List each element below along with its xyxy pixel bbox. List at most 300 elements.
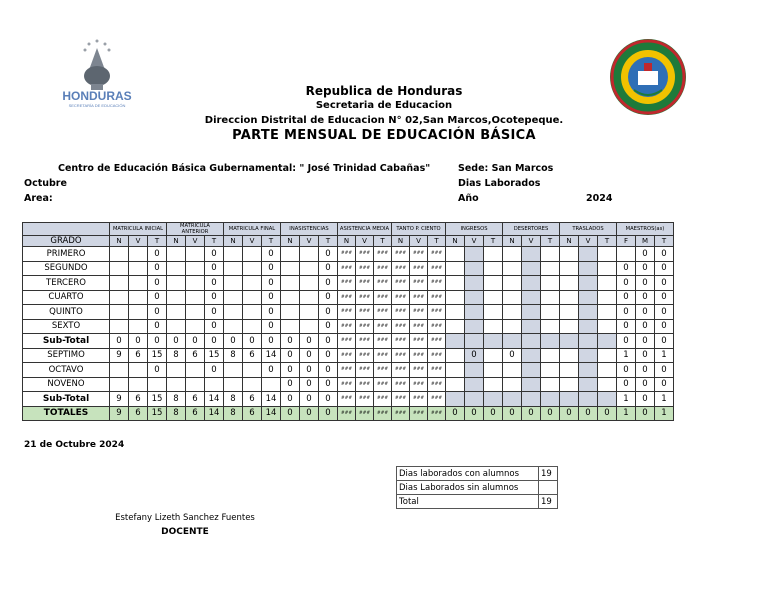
table-cell (224, 247, 243, 262)
table-cell: ### (356, 319, 374, 334)
table-cell (224, 305, 243, 320)
table-cell: 0 (300, 348, 319, 363)
table-cell (110, 247, 129, 262)
table-cell: ### (374, 377, 392, 392)
table-cell (484, 348, 503, 363)
table-cell (300, 290, 319, 305)
table-cell: ### (374, 319, 392, 334)
table-cell (167, 276, 186, 291)
table-cell: 6 (186, 392, 205, 407)
table-cell (522, 392, 541, 407)
table-cell: 0 (655, 276, 674, 291)
table-cell (560, 276, 579, 291)
table-cell (465, 305, 484, 320)
table-cell: ### (410, 392, 428, 407)
table-cell: ### (338, 363, 356, 378)
table-cell (560, 363, 579, 378)
table-cell (446, 334, 465, 349)
table-cell (579, 261, 598, 276)
table-cell: 0 (148, 276, 167, 291)
table-cell: 0 (636, 377, 655, 392)
table-cell (522, 334, 541, 349)
table-cell: ### (428, 348, 446, 363)
sub-column-header: N (560, 236, 579, 247)
table-cell (300, 261, 319, 276)
table-cell: 0 (262, 261, 281, 276)
table-cell: 0 (617, 276, 636, 291)
table-cell: 0 (617, 290, 636, 305)
table-cell (522, 305, 541, 320)
sub-column-header: T (148, 236, 167, 247)
table-cell (129, 261, 148, 276)
table-cell (281, 305, 300, 320)
table-cell (579, 305, 598, 320)
table-cell: 0 (281, 363, 300, 378)
table-cell: ### (338, 276, 356, 291)
table-cell: 0 (319, 247, 338, 262)
table-cell: ### (428, 392, 446, 407)
table-cell (465, 290, 484, 305)
table-cell (560, 305, 579, 320)
sub-column-header: T (262, 236, 281, 247)
table-cell (243, 247, 262, 262)
sub-column-header: N (392, 236, 410, 247)
table-cell: 0 (636, 392, 655, 407)
grade-label: TOTALES (23, 406, 110, 421)
district-direction: Direccion Distrital de Educacion N° 02,San Marcos,Ocotepeque. (204, 115, 564, 126)
table-cell (110, 261, 129, 276)
table-row (23, 319, 674, 334)
table-cell: ### (338, 261, 356, 276)
group-header: MAESTROS(as) (617, 223, 674, 236)
table-cell: 0 (636, 276, 655, 291)
table-cell (484, 363, 503, 378)
table-cell (541, 377, 560, 392)
table-cell (224, 377, 243, 392)
table-cell (541, 261, 560, 276)
table-cell (560, 348, 579, 363)
table-cell (503, 305, 522, 320)
table-cell: 0 (262, 334, 281, 349)
table-cell (224, 261, 243, 276)
table-cell (446, 348, 465, 363)
table-cell (579, 276, 598, 291)
table-cell: 0 (319, 319, 338, 334)
page-title: Republica de Honduras (305, 84, 463, 98)
table-cell (110, 363, 129, 378)
table-cell: 0 (205, 261, 224, 276)
table-cell (300, 247, 319, 262)
table-row (23, 348, 674, 363)
table-cell: 0 (617, 261, 636, 276)
table-cell (129, 247, 148, 262)
table-cell (503, 363, 522, 378)
table-cell: 0 (300, 406, 319, 421)
table-cell: ### (392, 305, 410, 320)
table-cell (541, 334, 560, 349)
table-cell: 0 (617, 363, 636, 378)
table-cell: ### (356, 276, 374, 291)
table-cell: 0 (243, 334, 262, 349)
table-cell (129, 377, 148, 392)
sub-column-header: F (617, 236, 636, 247)
sub-column-header: N (167, 236, 186, 247)
table-cell (503, 290, 522, 305)
table-cell (522, 261, 541, 276)
sub-column-header: N (503, 236, 522, 247)
table-cell: 14 (262, 348, 281, 363)
table-cell: 0 (655, 290, 674, 305)
table-cell: ### (392, 392, 410, 407)
table-cell: 15 (148, 392, 167, 407)
sub-column-header: N (338, 236, 356, 247)
table-cell: ### (410, 406, 428, 421)
table-cell: ### (374, 406, 392, 421)
grade-label: SEPTIMO (23, 348, 110, 363)
sub-column-header: N (281, 236, 300, 247)
table-cell: 0 (598, 406, 617, 421)
table-cell (465, 334, 484, 349)
table-cell: 0 (541, 406, 560, 421)
table-cell: 0 (522, 406, 541, 421)
table-cell: ### (392, 406, 410, 421)
table-cell (484, 261, 503, 276)
table-cell (446, 377, 465, 392)
table-cell: 0 (262, 247, 281, 262)
monthly-report-table (22, 222, 674, 421)
table-cell (503, 392, 522, 407)
table-cell (484, 392, 503, 407)
sub-column-header: V (522, 236, 541, 247)
table-cell (484, 276, 503, 291)
table-cell: 9 (110, 406, 129, 421)
table-cell (281, 247, 300, 262)
table-cell: ### (392, 290, 410, 305)
table-cell: ### (374, 334, 392, 349)
table-cell: ### (428, 290, 446, 305)
table-cell (186, 377, 205, 392)
table-cell (560, 247, 579, 262)
table-cell (446, 247, 465, 262)
table-cell (129, 276, 148, 291)
table-cell (110, 377, 129, 392)
svg-text:SECRETARÍA DE EDUCACIÓN: SECRETARÍA DE EDUCACIÓN (68, 103, 126, 108)
table-cell: ### (410, 305, 428, 320)
grade-column-header: GRADO (23, 236, 110, 247)
table-cell (243, 261, 262, 276)
table-cell: ### (410, 247, 428, 262)
table-cell (598, 377, 617, 392)
table-cell (560, 319, 579, 334)
table-cell: 0 (319, 305, 338, 320)
table-cell: 14 (205, 392, 224, 407)
table-cell (579, 334, 598, 349)
table-cell: 1 (617, 406, 636, 421)
table-cell: ### (428, 319, 446, 334)
table-cell: 0 (636, 305, 655, 320)
table-cell (186, 319, 205, 334)
table-cell (598, 276, 617, 291)
table-cell: 0 (262, 290, 281, 305)
table-cell: ### (428, 261, 446, 276)
table-cell (262, 377, 281, 392)
table-cell: 0 (148, 363, 167, 378)
group-header: ASISTENCIA MEDIA (338, 223, 392, 236)
group-header: TRASLADOS (560, 223, 617, 236)
grade-label: PRIMERO (23, 247, 110, 262)
table-cell (446, 305, 465, 320)
group-header: MATRICULA ANTERIOR (167, 223, 224, 236)
table-cell: 0 (319, 261, 338, 276)
report-date: 21 de Octubre 2024 (24, 440, 125, 450)
table-cell (110, 276, 129, 291)
table-cell: 0 (262, 319, 281, 334)
page-subtitle: Secretaria de Educacion (315, 100, 453, 111)
subtotal-row (23, 392, 674, 407)
table-cell: 0 (636, 406, 655, 421)
table-cell (484, 319, 503, 334)
table-cell: 0 (148, 305, 167, 320)
table-cell: 8 (224, 348, 243, 363)
teacher-name: Estefany Lizeth Sanchez Fuentes (115, 513, 255, 523)
table-cell: 6 (243, 406, 262, 421)
table-cell: 8 (167, 348, 186, 363)
table-cell (541, 247, 560, 262)
table-cell: ### (392, 334, 410, 349)
table-cell (281, 261, 300, 276)
subtotal-row (23, 334, 674, 349)
year-label: Año (458, 193, 479, 204)
table-cell: 15 (148, 348, 167, 363)
table-cell: 0 (262, 305, 281, 320)
sub-column-header: T (541, 236, 560, 247)
area-label: Area: (24, 193, 53, 204)
table-cell: 0 (205, 290, 224, 305)
table-cell: 0 (205, 247, 224, 262)
table-cell (541, 290, 560, 305)
table-cell: 0 (636, 334, 655, 349)
table-cell: 0 (300, 334, 319, 349)
table-cell: ### (374, 290, 392, 305)
group-header: DESERTORES (503, 223, 560, 236)
table-cell (465, 261, 484, 276)
table-cell (465, 377, 484, 392)
table-cell: 8 (224, 406, 243, 421)
table-cell (541, 305, 560, 320)
sub-column-header: V (300, 236, 319, 247)
table-cell: 9 (110, 348, 129, 363)
table-cell: 1 (655, 406, 674, 421)
table-cell: 0 (262, 363, 281, 378)
table-cell: ### (410, 348, 428, 363)
grade-label: SEXTO (23, 319, 110, 334)
sub-column-header: V (579, 236, 598, 247)
table-cell: 0 (655, 377, 674, 392)
table-cell: 0 (319, 392, 338, 407)
table-cell (281, 276, 300, 291)
days-row: Total 19 (397, 495, 558, 509)
table-cell (243, 290, 262, 305)
table-cell: 0 (636, 261, 655, 276)
table-cell: ### (392, 276, 410, 291)
table-cell: ### (338, 247, 356, 262)
table-cell (522, 276, 541, 291)
table-cell (541, 392, 560, 407)
table-cell: ### (392, 247, 410, 262)
table-cell: 1 (617, 392, 636, 407)
grade-label: Sub-Total (23, 334, 110, 349)
table-cell (598, 290, 617, 305)
table-cell: 0 (319, 406, 338, 421)
table-cell: 6 (129, 392, 148, 407)
table-cell (579, 247, 598, 262)
table-cell: 0 (617, 319, 636, 334)
table-cell: ### (392, 261, 410, 276)
table-cell (167, 363, 186, 378)
table-row (23, 377, 674, 392)
table-cell: 0 (617, 334, 636, 349)
sub-column-header: N (446, 236, 465, 247)
svg-text:HONDURAS: HONDURAS (62, 89, 132, 103)
table-cell (579, 319, 598, 334)
table-cell (503, 247, 522, 262)
table-cell (186, 247, 205, 262)
table-cell: 1 (655, 348, 674, 363)
sub-column-header: N (110, 236, 129, 247)
grade-label: SEGUNDO (23, 261, 110, 276)
table-cell: ### (338, 348, 356, 363)
table-cell (186, 305, 205, 320)
table-cell (560, 261, 579, 276)
table-cell (205, 377, 224, 392)
table-cell: 6 (186, 348, 205, 363)
table-cell (522, 348, 541, 363)
table-cell: 0 (300, 377, 319, 392)
grade-label: CUARTO (23, 290, 110, 305)
table-cell: 6 (129, 348, 148, 363)
table-cell: 0 (300, 392, 319, 407)
table-cell (110, 319, 129, 334)
table-cell: ### (392, 377, 410, 392)
year-value: 2024 (586, 193, 613, 204)
table-cell (465, 363, 484, 378)
table-cell (579, 290, 598, 305)
report-title: PARTE MENSUAL DE EDUCACIÓN BÁSICA (232, 128, 536, 143)
table-cell: 14 (262, 392, 281, 407)
table-cell: 0 (319, 290, 338, 305)
table-cell: ### (338, 406, 356, 421)
sub-column-header: V (410, 236, 428, 247)
table-cell: 0 (655, 261, 674, 276)
table-cell: 0 (205, 305, 224, 320)
table-cell: 0 (224, 334, 243, 349)
table-cell: ### (410, 377, 428, 392)
table-cell: 0 (281, 377, 300, 392)
table-cell: 0 (655, 305, 674, 320)
table-cell (484, 247, 503, 262)
table-cell: 0 (205, 363, 224, 378)
table-cell (465, 392, 484, 407)
table-cell: 0 (205, 319, 224, 334)
table-cell: ### (356, 334, 374, 349)
table-cell (281, 290, 300, 305)
table-cell (300, 319, 319, 334)
table-cell (465, 276, 484, 291)
table-cell: 0 (465, 348, 484, 363)
table-cell (129, 290, 148, 305)
table-cell: 0 (579, 406, 598, 421)
table-cell: ### (410, 319, 428, 334)
table-cell: ### (338, 334, 356, 349)
table-cell: 0 (148, 290, 167, 305)
group-header: MATRICULA INICIAL (110, 223, 167, 236)
table-cell (560, 334, 579, 349)
center-name: Centro de Educación Básica Gubernamental: " José Trinidad Cabañas" (58, 163, 431, 174)
group-header: TANTO P. CIENTO (392, 223, 446, 236)
table-cell: 0 (503, 406, 522, 421)
sub-column-header: M (636, 236, 655, 247)
table-cell (243, 377, 262, 392)
table-cell (484, 377, 503, 392)
sub-column-header: V (243, 236, 262, 247)
table-cell: ### (428, 276, 446, 291)
table-cell (522, 319, 541, 334)
table-row (23, 276, 674, 291)
table-cell: ### (374, 276, 392, 291)
table-cell (484, 305, 503, 320)
table-cell: 0 (319, 348, 338, 363)
table-cell (579, 348, 598, 363)
table-cell: 0 (129, 334, 148, 349)
table-cell: ### (374, 348, 392, 363)
table-cell (167, 377, 186, 392)
table-cell: ### (356, 305, 374, 320)
table-cell: ### (374, 363, 392, 378)
table-cell (129, 319, 148, 334)
table-cell: 0 (205, 334, 224, 349)
table-cell: 0 (319, 377, 338, 392)
table-cell (224, 363, 243, 378)
table-cell: ### (356, 363, 374, 378)
table-cell: ### (338, 377, 356, 392)
table-cell (167, 319, 186, 334)
table-cell (300, 305, 319, 320)
table-cell: 0 (503, 348, 522, 363)
table-cell (598, 392, 617, 407)
table-cell (224, 276, 243, 291)
grade-label: QUINTO (23, 305, 110, 320)
table-cell: 14 (262, 406, 281, 421)
table-cell: 0 (655, 319, 674, 334)
table-cell (446, 319, 465, 334)
table-cell (148, 377, 167, 392)
table-cell: 0 (281, 392, 300, 407)
table-cell (503, 319, 522, 334)
table-cell (484, 290, 503, 305)
table-cell: ### (356, 348, 374, 363)
table-cell: ### (356, 261, 374, 276)
table-cell: 6 (129, 406, 148, 421)
teacher-role: DOCENTE (161, 527, 209, 537)
table-cell: 0 (465, 406, 484, 421)
table-cell (186, 363, 205, 378)
table-cell (167, 261, 186, 276)
table-cell (243, 363, 262, 378)
table-cell: ### (338, 290, 356, 305)
table-cell (243, 276, 262, 291)
sub-column-header: V (356, 236, 374, 247)
sub-column-header: T (655, 236, 674, 247)
